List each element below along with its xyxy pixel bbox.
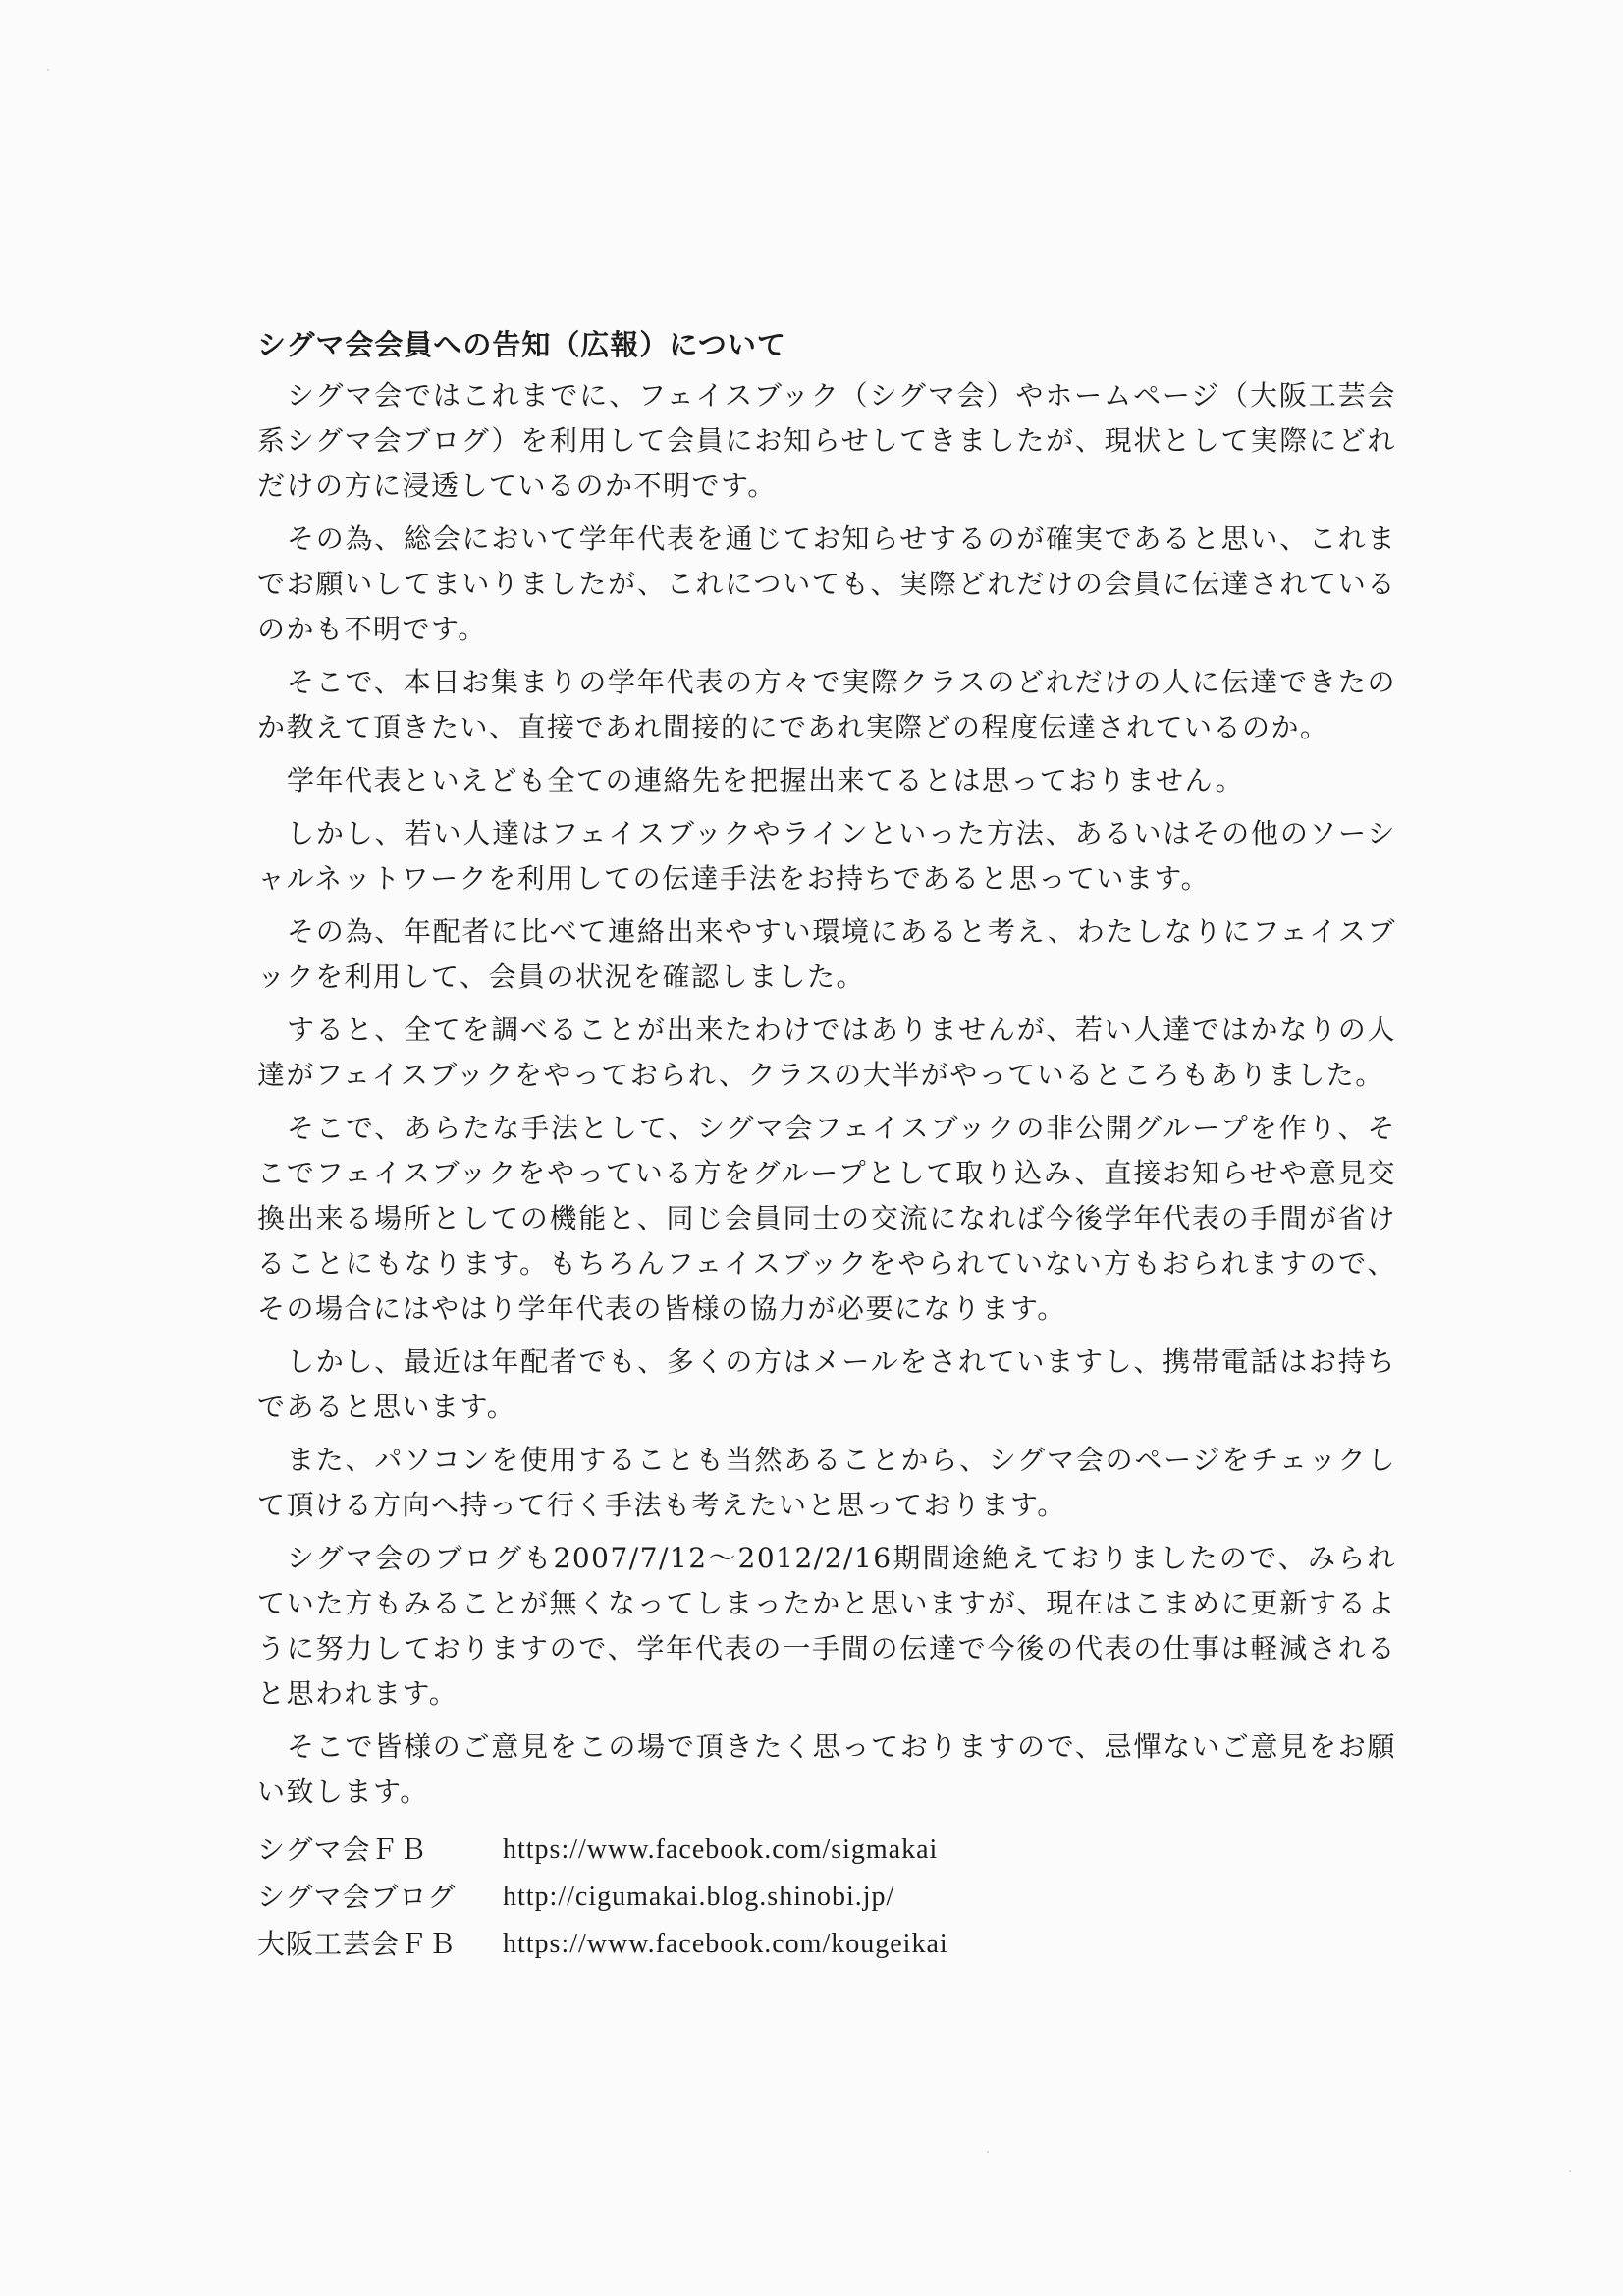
link-label: シグマ会ＦＢ	[257, 1833, 428, 1866]
scan-speck	[987, 2151, 989, 2153]
link-url: https://www.facebook.com/kougeikai	[503, 1929, 948, 1959]
link-label: 大阪工芸会ＦＢ	[257, 1928, 458, 1960]
scan-speck	[1569, 2170, 1571, 2172]
paragraph-4: 学年代表といえども全ての連絡先を把握出来てるとは思っておりません。	[287, 764, 1245, 796]
link-row-osaka-kougei-fb	[257, 1921, 1396, 1968]
notice-document	[257, 324, 1396, 1968]
paragraph-6: その為、年配者に比べて連絡出来やすい環境にあると考え、わたしなりにフェイスブックを利用して、会員の状況を確認しました。	[257, 915, 1396, 993]
paragraph-1: シグマ会ではこれまでに、フェイスブック（シグマ会）やホームページ（大阪工芸会系シグマ会ブログ）を利用して会員にお知らせしてきましたが、現状として実際にどれだけの方に浸透しているのか不明です。	[257, 379, 1396, 502]
paragraph-11: シグマ会のブログも2007/7/12～2012/2/16期間途絶えておりましたので、みられていた方もみることが無くなってしまったかと思いますが、現在はこまめに更新するように努力しておりますので、学年代表の一手間の伝達で今後の代表の仕事は軽減されると思われます。	[257, 1542, 1396, 1710]
paragraph-10: また、パソコンを使用することも当然あることから、シグマ会のページをチェックして頂ける方向へ持って行く手法も考えたいと思っております。	[257, 1444, 1396, 1521]
paragraph-3: そこで、本日お集まりの学年代表の方々で実際クラスのどれだけの人に伝達できたのか教えて頂きたい、直接であれ間接的にであれ実際どの程度伝達されているのか。	[257, 666, 1396, 743]
paragraph-8: そこで、あらたな手法として、シグマ会フェイスブックの非公開グループを作り、そこでフェイスブックをやっている方をグループとして取り込み、直接お知らせや意見交換出来る場所としての機能と、同じ会員同士の交流になれば今後学年代表の手間が省けることにもなります。もちろんフェイスブックをやられていない方もおられますので、その場合にはやはり学年代表の皆様の協力が必要になります。	[257, 1112, 1396, 1325]
link-row-sigma-blog	[257, 1874, 1396, 1921]
link-row-sigma-fb	[257, 1827, 1396, 1874]
paragraph-9: しかし、最近は年配者でも、多くの方はメールをされていますし、携帯電話はお持ちであると思います。	[257, 1345, 1396, 1423]
link-url: https://www.facebook.com/sigmakai	[503, 1834, 939, 1865]
paragraph-5: しかし、若い人達はフェイスブックやラインといった方法、あるいはその他のソーシャルネットワークを利用しての伝達手法をお持ちであると思っています。	[257, 817, 1396, 895]
link-list	[257, 1827, 1396, 1968]
paragraph-7: すると、全てを調べることが出来たわけではありませんが、若い人達ではかなりの人達がフェイスブックをやっておられ、クラスの大半がやっているところもありました。	[257, 1013, 1396, 1091]
link-label: シグマ会ブログ	[257, 1881, 457, 1913]
paragraph-12: そこで皆様のご意見をこの場で頂きたく思っておりますので、忌憚ないご意見をお願い致します。	[257, 1730, 1396, 1808]
scan-speck	[47, 69, 49, 71]
paragraph-2: その為、総会において学年代表を通じてお知らせするのが確実であると思い、これまでお願いしてまいりましたが、これについても、実際どれだけの会員に伝達されているのかも不明です。	[257, 522, 1396, 645]
document-title: シグマ会会員への告知（広報）について	[257, 328, 786, 361]
link-url: http://cigumakai.blog.shinobi.jp/	[503, 1882, 895, 1912]
